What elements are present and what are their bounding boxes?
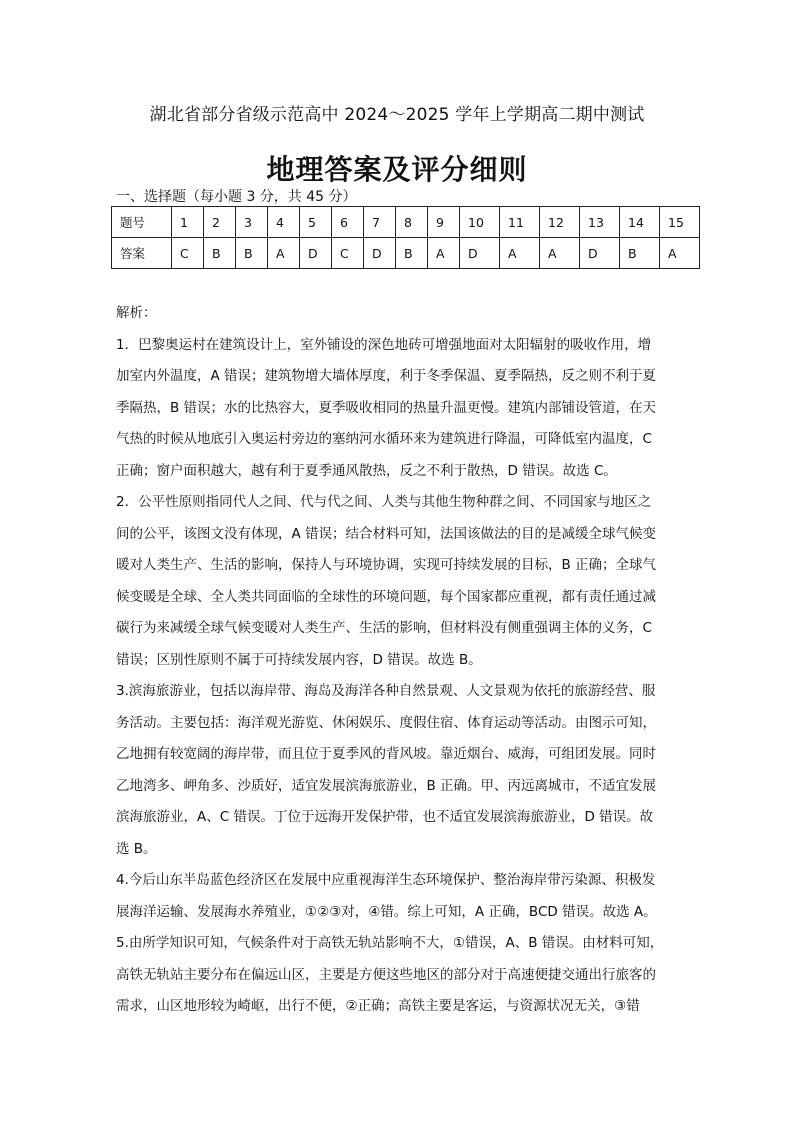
section-heading: 一、选择题（每小题 3 分，共 45 分）	[116, 189, 357, 205]
question-number: 4	[268, 207, 300, 238]
question-number: 11	[500, 207, 540, 238]
explanation-line: 候变暖是全球、全人类共同面临的全球性的环境问题，每个国家都应重视，都有责任通过减	[116, 588, 656, 605]
answer-cell: A	[268, 238, 300, 269]
question-number: 5	[300, 207, 332, 238]
explanation-line: 展海洋运输、发展海水养殖业，①②③对，④错。综上可知，A 正确，BCD 错误。故选 A。	[116, 903, 657, 920]
explanation-line: 3.滨海旅游业，包括以海岸带、海岛及海洋各种自然景观、人文景观为依托的旅游经营、服	[116, 683, 656, 699]
answer-cell: B	[236, 238, 268, 269]
question-number: 6	[332, 207, 364, 238]
explanation-line: 高铁无轨站主要分布在偏远山区，主要是方便这些地区的部分对于高速便捷交通出行旅客的	[116, 966, 656, 983]
explanation-line: 乙地湾多、岬角多、沙质好，适宜发展滨海旅游业，B 正确。甲、丙远离城市，不适宜发展	[116, 777, 657, 794]
answer-cell: D	[364, 238, 396, 269]
question-number: 15	[660, 207, 700, 238]
explanation-line: 气热的时候从地底引入奥运村旁边的塞纳河水循环来为建筑进行降温，可降低室内温度，C	[116, 431, 652, 447]
explanation-line: 正确；窗户面积越大，越有利于夏季通风散热，反之不利于散热，D 错误。故选 C。	[116, 462, 617, 479]
explanation-line: 间的公平，该图文没有体现，A 错误；结合材料可知，法国该做法的目的是减缓全球气候变	[116, 525, 657, 542]
question-number: 13	[580, 207, 620, 238]
answer-cell: B	[620, 238, 660, 269]
explanation-line: 碳行为来减缓全球气候变暖对人类生产、生活的影响，但材料没有侧重强调主体的义务，C	[116, 620, 652, 636]
answer-cell: C	[332, 238, 364, 269]
explanation-line: 1．巴黎奥运村在建筑设计上，室外铺设的深色地砖可增强地面对太阳辐射的吸收作用，增	[116, 336, 652, 353]
explanation-line: 错误；区别性原则不属于可持续发展内容，D 错误。故选 B。	[116, 651, 482, 668]
answer-cell: A	[500, 238, 540, 269]
explanation-line: 暖对人类生产、生活的影响，保持人与环境协调，实现可持续发展的目标，B 正确；全球气	[116, 557, 657, 573]
answer-cell: A	[660, 238, 700, 269]
question-number: 14	[620, 207, 660, 238]
explanation-line: 4.今后山东半岛蓝色经济区在发展中应重视海洋生态环境保护、整治海岸带污染源、积极发	[116, 872, 656, 888]
answer-cell: B	[396, 238, 428, 269]
answer-cell: D	[300, 238, 332, 269]
question-number: 12	[540, 207, 580, 238]
answer-cell: A	[540, 238, 580, 269]
answer-cell: C	[172, 238, 204, 269]
explanation-section	[116, 298, 682, 1023]
explanation-line: 需求，山区地形较为崎岖，出行不便，②正确；高铁主要是客运，与资源状况无关，③错	[116, 998, 640, 1014]
question-number: 9	[428, 207, 460, 238]
explanation-line: 选 B。	[116, 840, 157, 857]
explanation-line: 滨海旅游业，A、C 错误。丁位于远海开发保护带，也不适宜发展滨海旅游业，D 错误。故	[116, 809, 654, 825]
row-label: 题号	[112, 207, 172, 238]
question-number: 10	[460, 207, 500, 238]
question-number: 8	[396, 207, 428, 238]
explanation-line: 季隔热，B 错误；水的比热容大，夏季吸收相同的热量升温更慢。建筑内部铺设管道，在天	[116, 399, 657, 416]
answer-table	[111, 206, 700, 269]
question-number: 1	[172, 207, 204, 238]
explanation-line: 乙地拥有较宽阔的海岸带，而且位于夏季风的背风坡。靠近烟台、威海，可组团发展。同时	[116, 746, 656, 762]
explanation-line: 务活动。主要包括：海洋观光游览、休闲娱乐、度假住宿、体育运动等活动。由图示可知，	[116, 714, 656, 731]
exam-header: 湖北省部分省级示范高中 2024～2025 学年上学期高二期中测试	[149, 105, 645, 125]
page-title: 地理答案及评分细则	[266, 153, 528, 186]
answer-cell: D	[580, 238, 620, 269]
question-number: 3	[236, 207, 268, 238]
row-label: 答案	[112, 238, 172, 269]
answer-row	[112, 238, 700, 269]
question-number-row	[112, 207, 700, 238]
explanation-line: 加室内外温度，A 错误；建筑物增大墙体厚度，利于冬季保温、夏季隔热，反之则不利于夏	[116, 368, 657, 384]
question-number: 7	[364, 207, 396, 238]
answer-cell: A	[428, 238, 460, 269]
explanation-heading: 解析：	[116, 305, 157, 321]
answer-cell: B	[204, 238, 236, 269]
explanation-line: 2．公平性原则指同代人之间、代与代之间、人类与其他生物种群之间、不同国家与地区之	[116, 494, 652, 510]
answer-cell: D	[460, 238, 500, 269]
question-number: 2	[204, 207, 236, 238]
explanation-line: 5.由所学知识可知，气候条件对于高铁无轨站影响不大，①错误，A、B 错误。由材料可知，	[116, 935, 664, 951]
